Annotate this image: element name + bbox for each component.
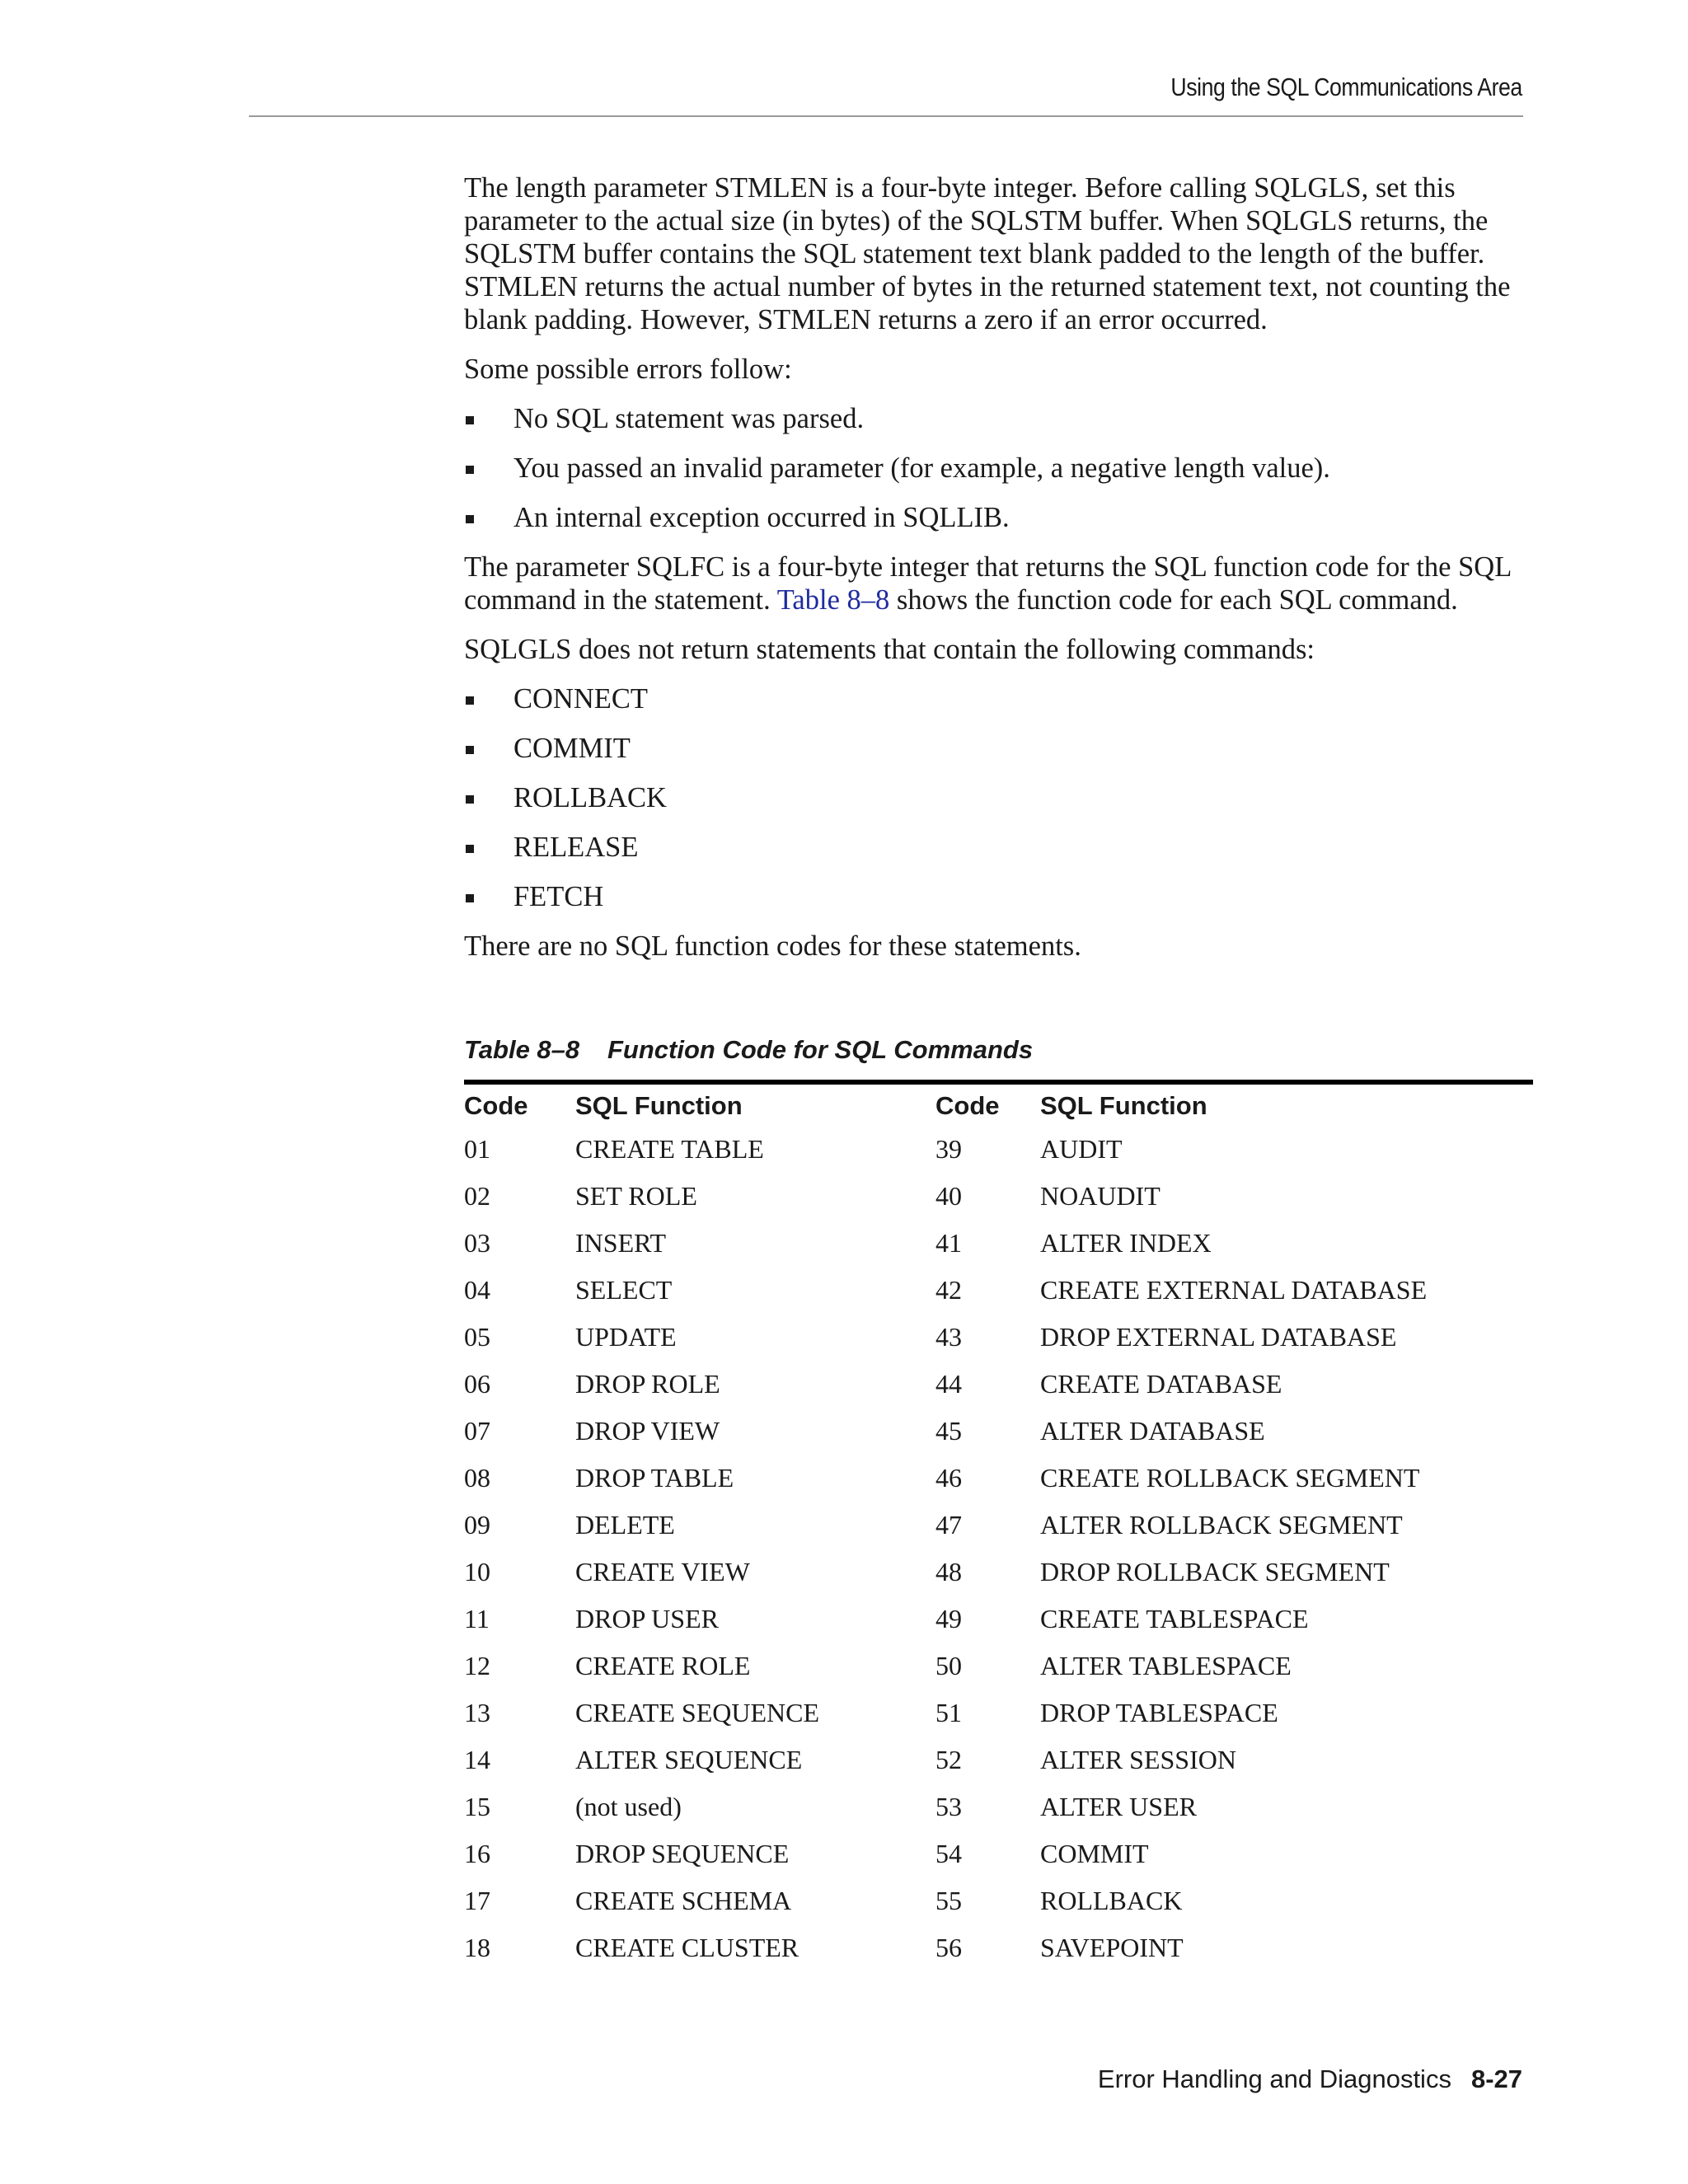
table-row	[464, 1643, 1533, 1690]
cell-sql-function: DROP VIEW	[575, 1416, 720, 1446]
table-row	[464, 1173, 1533, 1220]
list-item	[464, 501, 1527, 534]
table-caption-title: Function Code for SQL Commands	[607, 1035, 1034, 1064]
cell-sql-function: DROP TABLE	[575, 1463, 734, 1493]
list-item-text: FETCH	[513, 881, 604, 912]
table-row	[464, 1361, 1533, 1408]
table-caption-number: Table 8–8	[464, 1035, 580, 1064]
table-row	[464, 1549, 1533, 1596]
list-item	[464, 402, 1527, 435]
cell-sql-function: DELETE	[575, 1510, 675, 1540]
cell-code: 09	[464, 1510, 490, 1540]
cell-sql-function: ALTER USER	[1040, 1792, 1197, 1821]
column-header-sql-function: SQL Function	[575, 1091, 743, 1120]
bullet-icon	[466, 795, 474, 804]
cell-code: 40	[935, 1181, 962, 1211]
column-header-code: Code	[464, 1091, 528, 1120]
column-header-code: Code	[935, 1091, 1000, 1120]
cell-sql-function: UPDATE	[575, 1322, 677, 1352]
table-row	[464, 1783, 1533, 1830]
cell-code: 14	[464, 1745, 490, 1774]
table-row	[464, 1455, 1533, 1502]
cell-sql-function: INSERT	[575, 1228, 667, 1258]
cell-code: 39	[935, 1134, 962, 1164]
list-item	[464, 880, 1527, 913]
cell-code: 50	[935, 1651, 962, 1680]
cell-sql-function: CREATE DATABASE	[1040, 1369, 1282, 1399]
cell-code: 12	[464, 1651, 490, 1680]
cell-code: 49	[935, 1604, 962, 1633]
header-rule	[249, 115, 1523, 117]
footer-section-title: Error Handling and Diagnostics	[1097, 2064, 1451, 2093]
cell-code: 17	[464, 1886, 490, 1915]
error-list	[464, 402, 1527, 534]
list-item-text: An internal exception occurred in SQLLIB.	[513, 502, 1010, 533]
cell-code: 04	[464, 1275, 490, 1305]
cell-sql-function: ALTER TABLESPACE	[1040, 1651, 1292, 1680]
table-row	[464, 1736, 1533, 1783]
cell-sql-function: DROP USER	[575, 1604, 719, 1633]
cell-sql-function: CREATE VIEW	[575, 1557, 750, 1586]
cell-sql-function: CREATE EXTERNAL DATABASE	[1040, 1275, 1428, 1305]
cell-code: 47	[935, 1510, 962, 1540]
list-item	[464, 682, 1527, 715]
cell-code: 02	[464, 1181, 490, 1211]
cell-code: 52	[935, 1745, 962, 1774]
cell-sql-function: CREATE SEQUENCE	[575, 1698, 819, 1727]
bullet-icon	[466, 845, 474, 853]
list-item-text: You passed an invalid parameter (for example, a negative length value).	[513, 452, 1330, 484]
table-caption	[464, 1035, 1033, 1065]
cell-code: 56	[935, 1933, 962, 1962]
cell-sql-function: DROP TABLESPACE	[1040, 1698, 1278, 1727]
cell-sql-function: DROP SEQUENCE	[575, 1839, 790, 1868]
cell-sql-function: NOAUDIT	[1040, 1181, 1160, 1211]
list-item	[464, 732, 1527, 765]
cell-sql-function: CREATE CLUSTER	[575, 1933, 799, 1962]
list-item-text: CONNECT	[513, 683, 648, 715]
column-header-sql-function: SQL Function	[1040, 1091, 1207, 1120]
list-item	[464, 781, 1527, 814]
cell-sql-function: ROLLBACK	[1040, 1886, 1183, 1915]
bullet-icon	[466, 696, 474, 705]
cell-sql-function: SAVEPOINT	[1040, 1933, 1184, 1962]
cell-sql-function: DROP EXTERNAL DATABASE	[1040, 1322, 1397, 1352]
table-row	[464, 1830, 1533, 1877]
cell-code: 11	[464, 1604, 490, 1633]
running-footer	[1098, 2064, 1522, 2094]
cell-sql-function: ALTER ROLLBACK SEGMENT	[1040, 1510, 1403, 1540]
body-text	[464, 171, 1527, 979]
cell-code: 10	[464, 1557, 490, 1586]
cell-code: 54	[935, 1839, 962, 1868]
table-row	[464, 1877, 1533, 1924]
list-item-text: RELEASE	[513, 832, 639, 863]
paragraph-errors-intro: Some possible errors follow:	[464, 354, 792, 385]
cell-sql-function: CREATE TABLE	[575, 1134, 764, 1164]
page-number: 8-27	[1470, 2064, 1522, 2093]
paragraph-commands-intro: SQLGLS does not return statements that contain the following commands:	[464, 634, 1315, 665]
table-row	[464, 1314, 1533, 1361]
cell-code: 08	[464, 1463, 490, 1493]
bullet-icon	[466, 515, 474, 523]
bullet-icon	[466, 746, 474, 754]
cell-sql-function: ALTER SESSION	[1040, 1745, 1236, 1774]
cell-sql-function: AUDIT	[1040, 1134, 1123, 1164]
running-header: Using the SQL Communications Area	[1170, 73, 1522, 101]
cell-code: 18	[464, 1933, 490, 1962]
bullet-icon	[466, 416, 474, 424]
table-row	[464, 1220, 1533, 1267]
bullet-icon	[466, 466, 474, 474]
cell-sql-function: SET ROLE	[575, 1181, 697, 1211]
cell-code: 44	[935, 1369, 962, 1399]
cell-sql-function: DROP ROLE	[575, 1369, 720, 1399]
table-row	[464, 1502, 1533, 1549]
cell-code: 55	[935, 1886, 962, 1915]
paragraph-stmlen: The length parameter STMLEN is a four-byte integer. Before calling SQLGLS, set this parameter to the actual size (in bytes) of the SQLSTM buffer. When SQLGLS returns, the SQLSTM buffer contains the SQL statement text blank padded to the length of the buffer. STMLEN returns the actual number of bytes in the returned statement text, not counting the blank padding. However, STMLEN returns a zero if an error occurred.	[464, 172, 1511, 335]
cell-code: 03	[464, 1228, 490, 1258]
table-body	[464, 1126, 1533, 1971]
cell-sql-function: CREATE SCHEMA	[575, 1886, 792, 1915]
command-list	[464, 682, 1527, 913]
cell-code: 53	[935, 1792, 962, 1821]
cell-sql-function: ALTER SEQUENCE	[575, 1745, 803, 1774]
cell-code: 41	[935, 1228, 962, 1258]
list-item-text: ROLLBACK	[513, 782, 667, 813]
table-header-row	[464, 1086, 1533, 1126]
table-row	[464, 1126, 1533, 1173]
cell-code: 45	[935, 1416, 962, 1446]
cell-sql-function: (not used)	[575, 1792, 682, 1821]
cell-code: 42	[935, 1275, 962, 1305]
list-item	[464, 831, 1527, 864]
list-item	[464, 452, 1527, 485]
table-reference-link[interactable]: Table 8–8	[776, 584, 890, 616]
paragraph-sqlfc-text: The parameter SQLFC is a four-byte integer that returns the SQL function code for the SQL command in the statement.	[464, 551, 1512, 616]
paragraph-sqlfc-text-end: shows the function code for each SQL command.	[889, 584, 1458, 616]
cell-code: 43	[935, 1322, 962, 1352]
paragraph-sqlfc	[464, 551, 1527, 616]
cell-sql-function: CREATE ROLE	[575, 1651, 751, 1680]
table-top-rule	[464, 1080, 1533, 1085]
table-row	[464, 1690, 1533, 1736]
table-row	[464, 1267, 1533, 1314]
table-row	[464, 1408, 1533, 1455]
cell-sql-function: CREATE ROLLBACK SEGMENT	[1040, 1463, 1420, 1493]
cell-code: 01	[464, 1134, 490, 1164]
cell-sql-function: DROP ROLLBACK SEGMENT	[1040, 1557, 1390, 1586]
function-code-table	[464, 1086, 1533, 1971]
table-row	[464, 1924, 1533, 1971]
cell-code: 15	[464, 1792, 490, 1821]
list-item-text: No SQL statement was parsed.	[513, 403, 865, 434]
cell-code: 13	[464, 1698, 490, 1727]
bullet-icon	[466, 894, 474, 902]
cell-code: 48	[935, 1557, 962, 1586]
cell-code: 07	[464, 1416, 490, 1446]
cell-sql-function: COMMIT	[1040, 1839, 1149, 1868]
list-item-text: COMMIT	[513, 733, 631, 764]
cell-code: 06	[464, 1369, 490, 1399]
cell-sql-function: SELECT	[575, 1275, 673, 1305]
cell-code: 46	[935, 1463, 962, 1493]
cell-sql-function: ALTER DATABASE	[1040, 1416, 1265, 1446]
cell-code: 51	[935, 1698, 962, 1727]
cell-sql-function: CREATE TABLESPACE	[1040, 1604, 1309, 1633]
table-row	[464, 1596, 1533, 1643]
paragraph-no-codes: There are no SQL function codes for these statements.	[464, 930, 1081, 962]
cell-code: 05	[464, 1322, 490, 1352]
cell-code: 16	[464, 1839, 490, 1868]
cell-sql-function: ALTER INDEX	[1040, 1228, 1212, 1258]
